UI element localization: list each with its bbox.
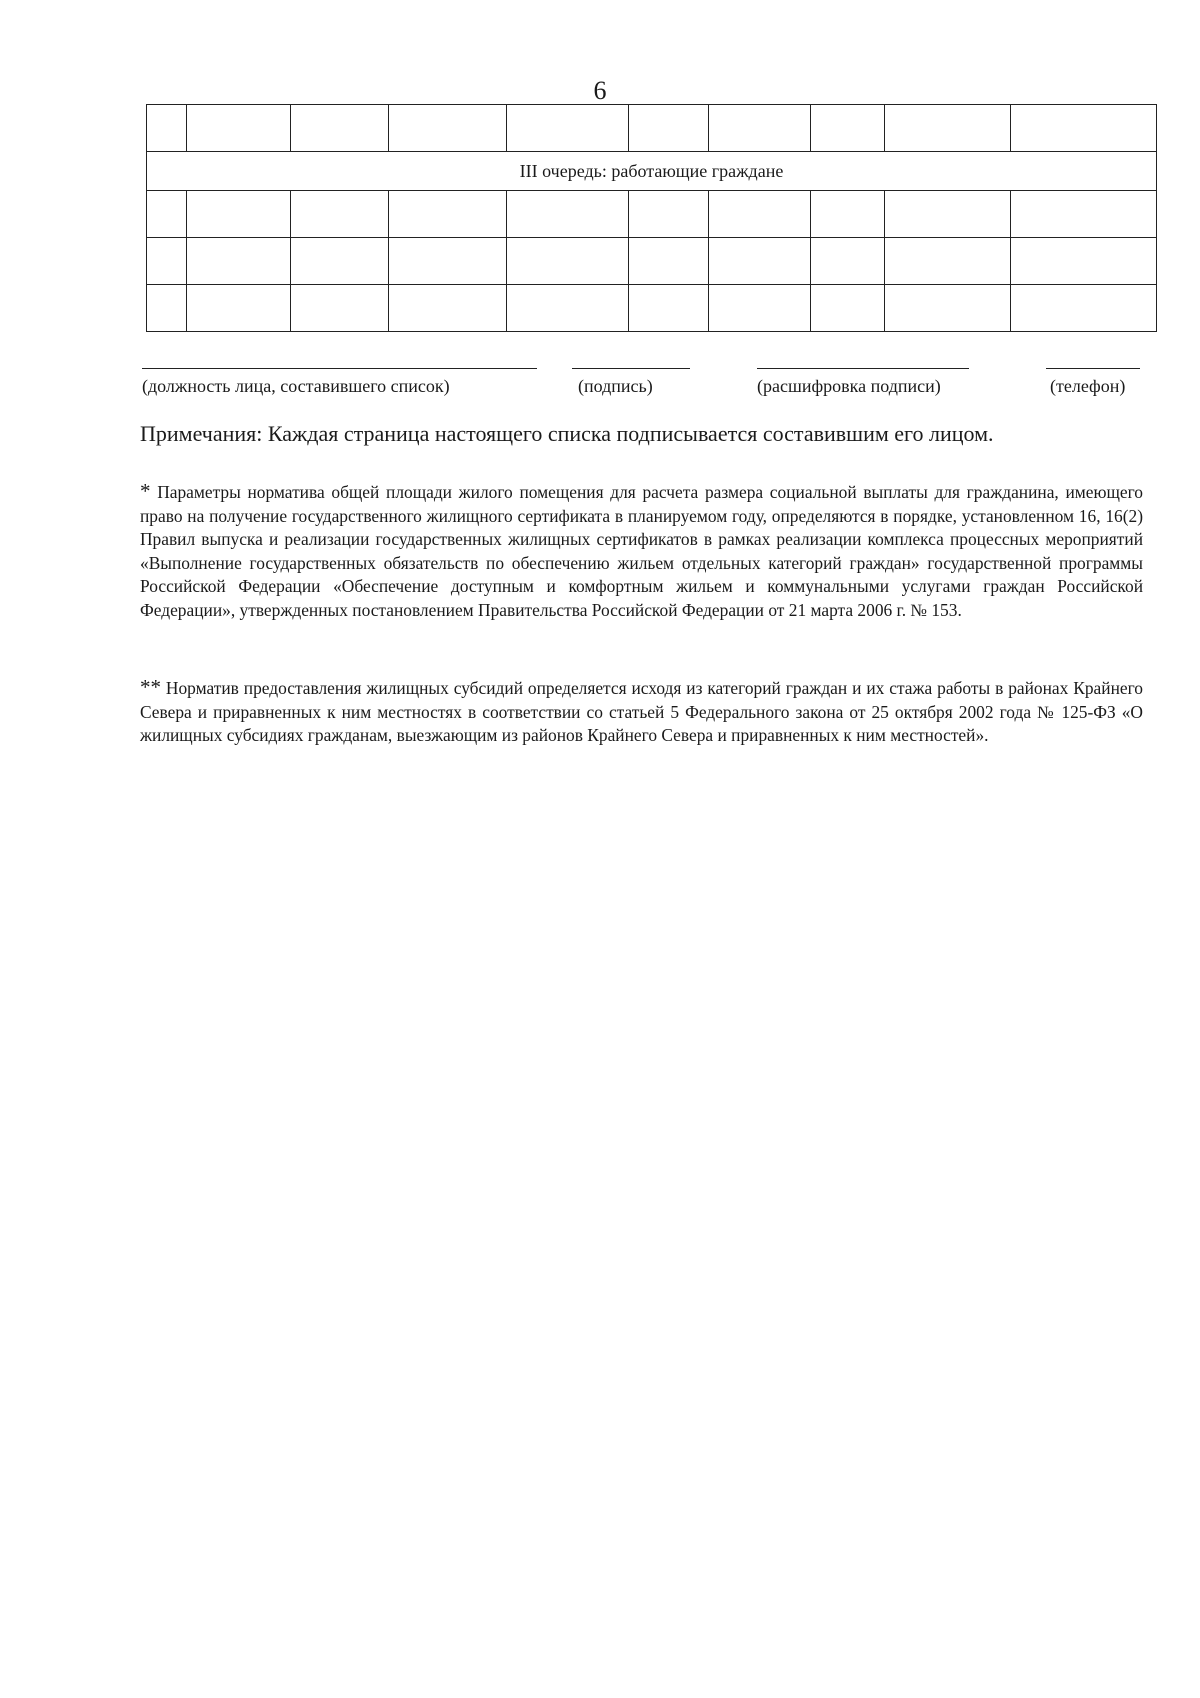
table-cell <box>389 105 507 152</box>
decryption-block <box>757 368 969 397</box>
table-cell <box>147 191 187 238</box>
table-cell <box>709 191 811 238</box>
position-caption: (должность лица, составившего список) <box>142 376 450 396</box>
table-row <box>147 105 1157 152</box>
table-cell <box>885 285 1011 332</box>
table-cell <box>291 238 389 285</box>
phone-line <box>1046 368 1140 369</box>
phone-block <box>1046 368 1140 397</box>
table-row <box>147 191 1157 238</box>
table-row <box>147 285 1157 332</box>
table-cell <box>885 191 1011 238</box>
table-section-row <box>147 152 1157 191</box>
table-cell <box>629 285 709 332</box>
citizens-list-table <box>146 104 1157 332</box>
table-cell <box>885 238 1011 285</box>
decryption-caption: (расшифровка подписи) <box>757 376 941 396</box>
table-cell <box>507 191 629 238</box>
table-cell <box>1011 285 1157 332</box>
table-cell <box>147 285 187 332</box>
signature-caption: (подпись) <box>578 376 653 396</box>
table-cell <box>811 105 885 152</box>
table-cell <box>187 191 291 238</box>
table-cell <box>291 105 389 152</box>
footnote-2-mark: ** <box>140 675 161 699</box>
table-cell <box>507 238 629 285</box>
table-cell <box>389 285 507 332</box>
table-cell <box>811 285 885 332</box>
table-cell <box>507 285 629 332</box>
table-cell <box>811 238 885 285</box>
table-cell <box>147 238 187 285</box>
signature-line <box>572 368 690 369</box>
table-cell <box>1011 191 1157 238</box>
footnote-2-text: Норматив предоставления жилищных субсидий определяется исходя из категорий граждан и их стажа работы в районах Крайнего Севера и приравненных к ним местностях в соответствии со статьей 5 Федерального закона от 25 октября 2002 года № 125-ФЗ «О жилищных субсидиях гражданам, выезжающим из районов Крайнего Севера и приравненных к ним местностей». <box>140 678 1143 745</box>
table-cell <box>187 105 291 152</box>
table-cell <box>507 105 629 152</box>
table-cell <box>811 191 885 238</box>
table-cell <box>1011 105 1157 152</box>
footnote-2 <box>140 676 1143 748</box>
main-note: Примечания: Каждая страница настоящего списка подписывается составившим его лицом. <box>140 421 994 446</box>
table-cell <box>291 285 389 332</box>
position-signature-block <box>142 368 537 397</box>
table-cell <box>629 105 709 152</box>
table-cell <box>709 285 811 332</box>
decryption-line <box>757 368 969 369</box>
section-label: III очередь: работающие граждане <box>147 152 1157 191</box>
position-line <box>142 368 537 369</box>
table-cell <box>1011 238 1157 285</box>
phone-caption: (телефон) <box>1050 376 1126 396</box>
table-cell <box>885 105 1011 152</box>
footnote-1-mark: * <box>140 479 151 503</box>
table-cell <box>629 238 709 285</box>
table-row <box>147 238 1157 285</box>
table-cell <box>389 238 507 285</box>
table-cell <box>187 285 291 332</box>
table-cell <box>291 191 389 238</box>
footnote-1 <box>140 480 1143 622</box>
page-number: 6 <box>593 76 607 105</box>
signature-block <box>572 368 690 397</box>
table-cell <box>389 191 507 238</box>
table-cell <box>629 191 709 238</box>
table-cell <box>187 238 291 285</box>
table-cell <box>147 105 187 152</box>
footnote-1-text: Параметры норматива общей площади жилого помещения для расчета размера социальной выплаты для гражданина, имеющего право на получение государственного жилищного сертификата в планируемом году, определяются в порядке, установленном 16, 16(2) Правил выпуска и реализации государственных жилищных сертификатов в рамках реализации комплекса процессных мероприятий «Выполнение государственных обязательств по обеспечению жильем отдельных категорий граждан» государственной программы Российской Федерации «Обеспечение доступным и комфортным жильем и коммунальными услугами граждан Российской Федерации», утвержденных постановлением Правительства Российской Федерации от 21 марта 2006 г. № 153. <box>140 482 1143 620</box>
table-cell <box>709 105 811 152</box>
table-cell <box>709 238 811 285</box>
